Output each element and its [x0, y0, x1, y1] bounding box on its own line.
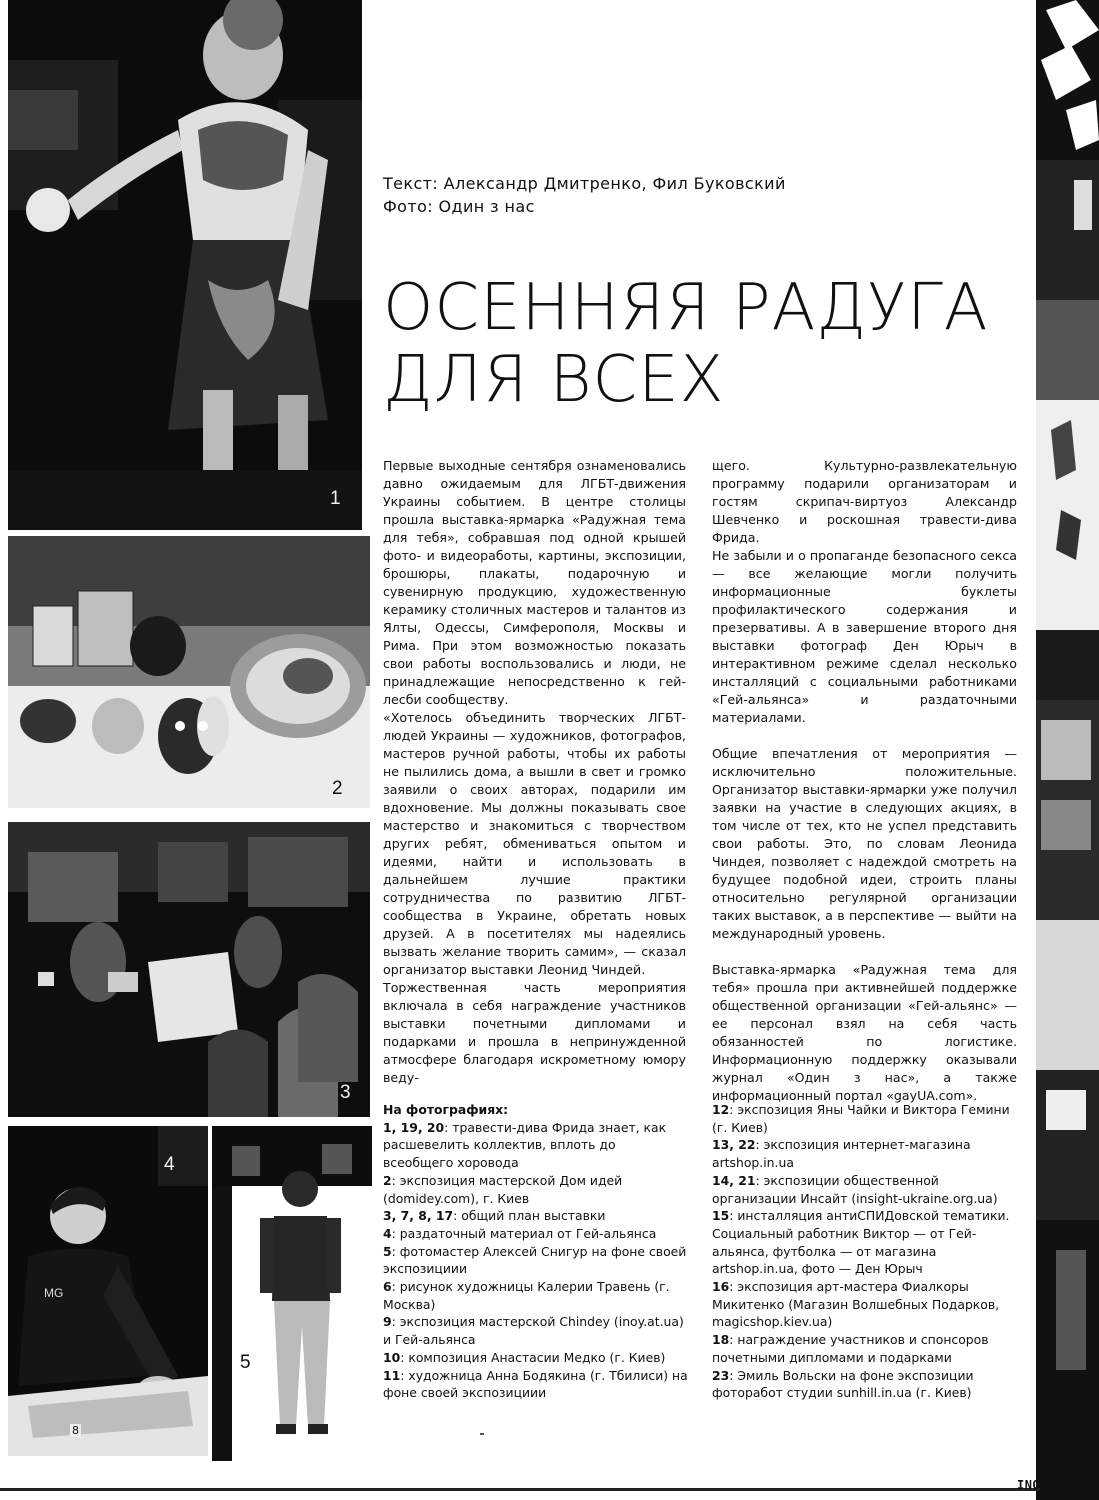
photo-5-image: [212, 1126, 372, 1461]
caption-item: 18: награждение участников и спонсоров почетными дипломами и подарками: [712, 1332, 989, 1365]
caption-item: 3, 7, 8, 17: общий план выставки: [383, 1208, 606, 1224]
article-title: [383, 272, 989, 416]
print-mark: [480, 1433, 484, 1435]
caption-item: 14, 21: экспозиции общественной организации Инсайт (insight-ukraine.org.ua): [712, 1172, 998, 1206]
article-column-2: [712, 457, 1017, 1105]
article-paragraph: Торжественная часть мероприятия включала в себя награждение участников выставки почетными дипломами и подарками и прошла в непринужденной атмосфере благодаря искрометному юмору веду-: [383, 980, 686, 1085]
photo-captions-right: [712, 1101, 1022, 1402]
caption-item: 13, 22: экспозиция интернет-магазина artshop.in.ua: [712, 1137, 971, 1171]
photo-1-label: 1: [330, 488, 341, 509]
photo-5: [212, 1126, 372, 1461]
photo-3: [8, 822, 370, 1117]
photo-4-image: [8, 1126, 208, 1456]
bottom-rule: [0, 1488, 1040, 1491]
caption-item: 5: фотомастер Алексей Снигур на фоне своей экспозициии: [383, 1243, 687, 1277]
credits: [383, 172, 786, 218]
caption-item: 4: раздаточный материал от Гей-альянса: [383, 1225, 657, 1241]
article-paragraph: Общие впечатления от мероприятия — исключительно положительные. Организатор выставки-ярмарки уже получил заявки на участие в следующих акциях, в том числе от тех, кто не успел представить свои работы. Это, по словам Леонида Чиндея, позволяет с надеждой смотреть на будущее подобной идеи, строить планы относительно регулярной организации таких выставок, а в перспективе — выйти на международный уровень.: [712, 746, 1017, 941]
photo-2-label: 2: [332, 778, 343, 799]
credits-photo: Фото: Один з нас: [383, 197, 535, 216]
article-column-1: [383, 457, 686, 1087]
caption-item: 11: художница Анна Бодякина (г. Тбилиси) на фоне своей экспозициии: [383, 1367, 688, 1401]
tshirt-text: MG: [44, 1286, 64, 1300]
article-paragraph: щего. Культурно-развлекательную программу подарили организаторам и гостям скрипач-виртуоз Александр Шевченко и роскошная травести-дива Фрида.: [712, 458, 1017, 545]
photo-5-label: 5: [240, 1352, 251, 1373]
photo-4-label: 4: [164, 1154, 175, 1175]
watermark: INOY.at.UA: [1017, 1478, 1095, 1492]
adjacent-page-image: [1036, 0, 1099, 1500]
photo-2: [8, 536, 370, 808]
article-title-line-1: ОСЕННЯЯ РАДУГА: [383, 271, 989, 345]
article-paragraph: Не забыли и о пропаганде безопасного секса — все желающие могли получить информационные буклеты профилактического содержания и презервативы. А в завершение второго дня выставки фотограф Ден Юрыч в интерактивном режиме сделал несколько инсталляций с социальными работниками «Гей-альянса» и раздаточными материалами.: [712, 548, 1017, 725]
credits-text: Текст: Александр Дмитренко, Фил Буковский: [383, 174, 786, 193]
article-paragraph: «Хотелось объединить творческих ЛГБТ-людей Украины — художников, фотографов, мастеров ручной работы, чтобы их работы не пылились дома, а вышли в свет и громко заявили о своих авторах, подарили им вдохновение. Мы должны показывать свое мастерство и знакомиться с творчеством других ребят, обмениваться опытом и идеями, найти и использовать в дальнейшем лучшие практики сотрудничества по развитию ЛГБТ-сообщества в Украине, обретать новых друзей. А в посетителях мы надеялись вызвать желание творить самим», — сказал организатор выставки Леонид Чиндей.: [383, 710, 686, 977]
caption-item: 1, 19, 20: травести-дива Фрида знает, как расшевелить коллектив, вплоть до всеобщего хоровода: [383, 1119, 667, 1171]
caption-item: 9: экспозиция мастерской Chindey (inoy.at.ua) и Гей-альянса: [383, 1314, 684, 1348]
photo-captions-left: [383, 1101, 688, 1402]
article-paragraph: Первые выходные сентября ознаменовались давно ожидаемым для ЛГБТ-движения Украины событием. В центре столицы прошла выставка-ярмарка «Радужная тема для тебя», собравшая под одной крышей фото- и видеоработы, картины, экспозиции, брошюры, плакаты, подарочную и сувенирную продукцию, художественную керамику столичных мастеров и талантов из Ялты, Одессы, Симферополя, Москвы и Рима. При этом возможностью показать свои работы воспользовались и люди, не принадлежащие непосредственно к гей-лесби сообществу.: [383, 458, 686, 707]
photo-1: [8, 0, 362, 530]
caption-item: 16: экспозиция арт-мастера Фиалкоры Микитенко (Магазин Волшебных Подарков, magicshop.kiev.ua): [712, 1279, 1000, 1330]
captions-heading: На фотографиях:: [383, 1102, 509, 1117]
photo-3-label: 3: [340, 1082, 351, 1103]
article-title-line-2: ДЛЯ ВСЕХ: [383, 343, 725, 417]
photo-1-image: [8, 0, 362, 530]
caption-item: 23: Эмиль Вольски на фоне экспозиции фоторабот студии sunhill.in.ua (г. Киев): [712, 1367, 974, 1401]
caption-item: 6: рисунок художницы Калерии Травень (г. Москва): [383, 1279, 670, 1312]
caption-item: 2: экспозиция мастерской Дом идей (domidey.com), г. Киев: [383, 1172, 623, 1206]
caption-item: 15: инсталляция антиСПИДовской тематики. Социальный работник Виктор — от Гей-альянса, футболка — от магазина artshop.in.ua, фото — Ден Юрыч: [712, 1208, 1010, 1277]
caption-item: 12: экспозиция Яны Чайки и Виктора Гемини (г. Киев): [712, 1102, 1010, 1135]
photo-3-image: [8, 822, 370, 1117]
photo-2-image: [8, 536, 370, 808]
adjacent-page-strip: [1036, 0, 1099, 1500]
article-paragraph: Выставка-ярмарка «Радужная тема для тебя» прошла при активнейшей поддержке общественной организации «Гей-альянс» — ее персонал взял на себя часть обязанностей по логистике. Информационную поддержку оказывали журнал «Один з нас», а также информационный портал «gayUA.com».: [712, 962, 1017, 1103]
caption-item: 10: композиция Анастасии Медко (г. Киев): [383, 1349, 666, 1365]
page-number: 8: [72, 1424, 79, 1437]
photo-4: [8, 1126, 208, 1456]
